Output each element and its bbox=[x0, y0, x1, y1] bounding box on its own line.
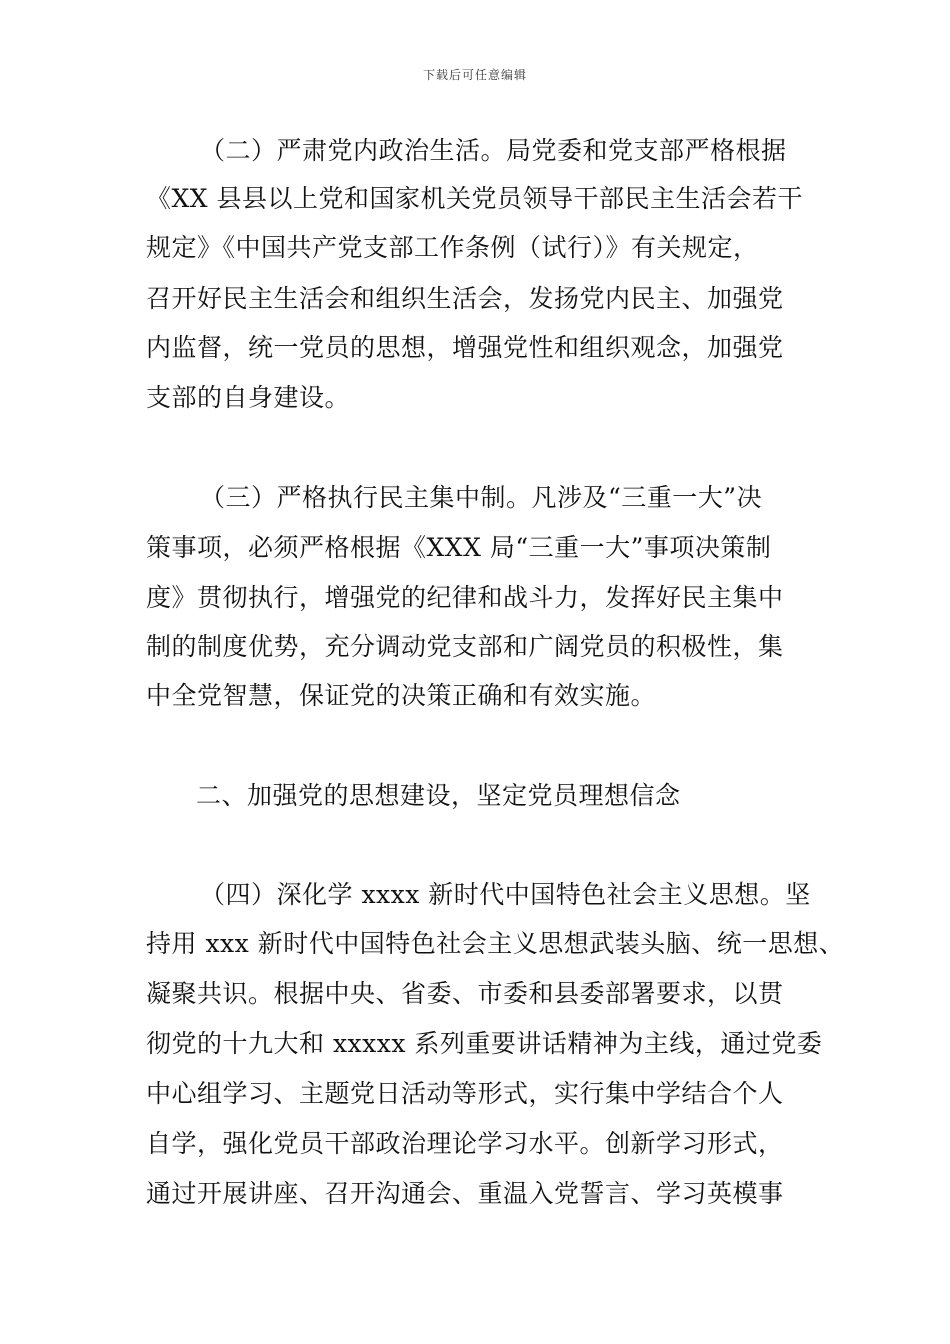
paragraph-3-line-5: 中全党智慧，保证党的决策正确和有效实施。 bbox=[146, 681, 657, 710]
paragraph-2-line-6: 支部的自身建设。 bbox=[146, 383, 351, 412]
paragraph-3-line-3: 度》贯彻执行，增强党的纪律和战斗力，发挥好民主集中 bbox=[146, 583, 784, 612]
paragraph-2-line-4: 召开好民主生活会和组织生活会，发扬党内民主、加强党 bbox=[146, 284, 784, 313]
paragraph-4-line-1: （四）深化学 xxxx 新时代中国特色社会主义思想。坚 bbox=[200, 880, 811, 909]
section-heading: 二、加强党的思想建设，坚定党员理想信念 bbox=[196, 781, 681, 810]
paragraph-2-line-1: （二）严肃党内政治生活。局党委和党支部严格根据 bbox=[200, 136, 787, 165]
paragraph-4-line-3: 凝聚共识。根据中央、省委、市委和县委部署要求，以贯 bbox=[146, 979, 784, 1008]
paragraph-4-line-5: 中心组学习、主题党日活动等形式，实行集中学结合个人 bbox=[146, 1079, 784, 1108]
paragraph-3-line-1: （三）严格执行民主集中制。凡涉及“三重一大”决 bbox=[200, 483, 763, 512]
paragraph-2-line-5: 内监督，统一党员的思想，增强党性和组织观念，加强党 bbox=[146, 333, 784, 362]
paragraph-4-line-4: 彻党的十九大和 xxxxx 系列重要讲话精神为主线，通过党委 bbox=[146, 1029, 823, 1058]
paragraph-3-line-4: 制的制度优势，充分调动党支部和广阔党员的积极性，集 bbox=[146, 632, 784, 661]
paragraph-4-line-7: 通过开展讲座、召开沟通会、重温入党誓言、学习英模事 bbox=[146, 1179, 784, 1208]
header-note: 下载后可任意编辑 bbox=[422, 68, 527, 82]
paragraph-4-line-6: 自学，强化党员干部政治理论学习水平。创新学习形式， bbox=[146, 1129, 784, 1158]
paragraph-2-line-3: 规定》《中国共产党支部工作条例（试行）》有关规定， bbox=[146, 233, 759, 262]
paragraph-3-line-2: 策事项，必须严格根据《XXX 局“三重一大”事项决策制 bbox=[146, 533, 772, 562]
paragraph-4-line-2: 持用 xxx 新时代中国特色社会主义思想武装头脑、统一思想、 bbox=[146, 929, 845, 958]
paragraph-2-line-2: 《XX 县县以上党和国家机关党员领导干部民主生活会若干 bbox=[146, 184, 804, 213]
